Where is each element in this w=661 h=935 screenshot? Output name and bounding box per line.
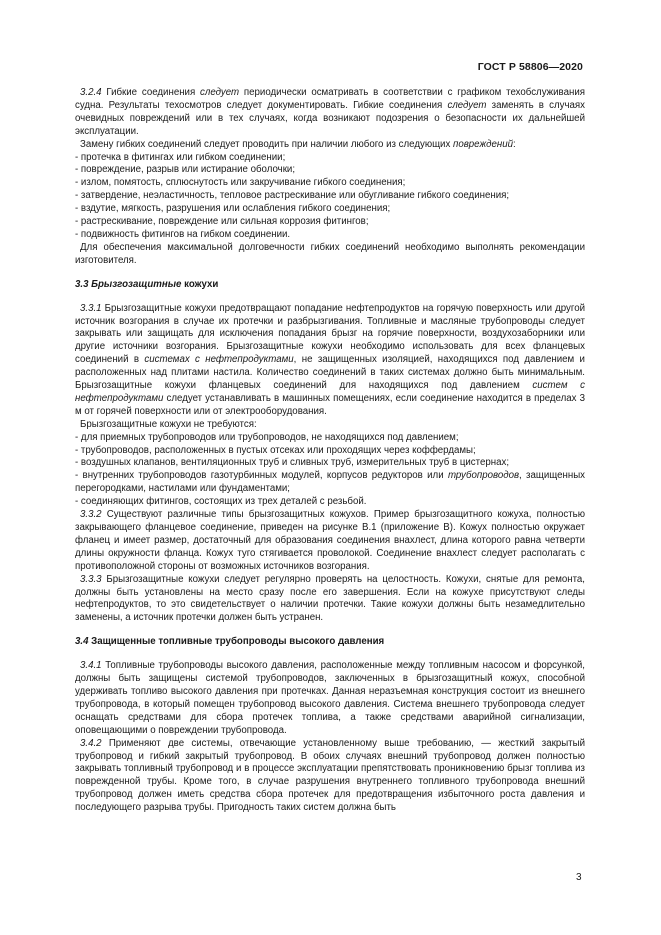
section-heading-3-3: 3.3 Брызгозащитные кожухи (75, 278, 219, 290)
paragraph-not-required: Брызгозащитные кожухи не требуются: (80, 418, 257, 430)
list-item: - трубопроводов, расположенных в пустых отсеках или проходящих через коффердамы; (75, 444, 476, 456)
list-item: - повреждение, разрыв или истирание оболочки; (75, 164, 296, 176)
page-body (75, 87, 585, 815)
list-item: - излом, помятость, сплюснутость или закручивание гибкого соединения; (75, 177, 406, 189)
list-item: - воздушных клапанов, вентиляционных труб и сливных труб, измерительных труб в цистернах; (75, 457, 510, 469)
paragraph-3-4-2: 3.4.2 Применяют две системы, отвечающие установленному выше требованию, — жесткий закрытый трубопровод и гибкий закрытый трубопровод. В обоих случаях внешний трубопровод должен полностью закрывать топливный трубопровод и в процессе эксплуатации препятствовать проникновению брызг топлива из поврежденной трубы. Кроме того, в случае разрушения внутреннего топливного трубопровода внешний трубопровод должен иметь средства сбора протечек для предотвращения избыточного роста давления и последующего разрыва трубы. Пригодность таких систем должна быть (75, 737, 585, 814)
paragraph-3-3-2: 3.3.2 Существуют различные типы брызгозащитных кожухов. Пример брызгозащитного кожуха, полностью закрывающего фланцевое соединение, приведен на рисунке В.1 (приложение В). Кожух полностью окружает фланец и имеет размер, достаточный для образования соединения внахлест, длина которого равна четверти длины окружности фланца. Кожух туго стягивается проволокой. Соединение внахлест следует располагать с противоположной стороны от возможных источников возгорания. (75, 509, 585, 572)
list-item: - затвердение, неэластичность, тепловое растрескивание или обугливание гибкого соединения; (75, 190, 510, 202)
clause-number: 3.3.1 (80, 302, 102, 314)
clause-number: 3.3.2 (80, 509, 102, 521)
clause-number: 3.3.3 (80, 573, 102, 585)
paragraph-3-2-4: 3.2.4 Гибкие соединения следует периодически осматривать в соответствии с графиком техобслуживания судна. Результаты техосмотров следует документировать. Гибкие соединения следует заменять в случаях очевидных повреждений или в тех случаях, когда возникают подозрения о безопасности их дальнейшей эксплуатации. (75, 87, 585, 137)
clause-number: 3.2.4 (80, 87, 102, 98)
list-item: - соединяющих фитингов, состоящих из трех деталей с резьбой. (75, 496, 367, 508)
list-item: - для приемных трубопроводов или трубопроводов, не находящихся под давлением; (75, 431, 459, 443)
paragraph-replacement: Замену гибких соединений следует проводить при наличии любого из следующих повреждений: (80, 138, 516, 150)
list-item: - вздутие, мягкость, разрушения или ослабления гибкого соединения; (75, 203, 391, 215)
paragraph-durability: Для обеспечения максимальной долговечности гибких соединений необходимо выполнять рекомендации изготовителя. (75, 241, 585, 266)
section-heading-3-4: 3.4 Защищенные топливные трубопроводы высокого давления (75, 636, 385, 648)
document-code: ГОСТ Р 58806—2020 (477, 61, 583, 73)
clause-number: 3.4.1 (80, 660, 102, 672)
list-item: - подвижность фитингов на гибком соединении. (75, 228, 291, 240)
list-item: - протечка в фитингах или гибком соединении; (75, 151, 286, 163)
paragraph-3-3-1: 3.3.1 Брызгозащитные кожухи предотвращают попадание нефтепродуктов на горячую поверхность или другой источник возгорания в случае их протечки и разбрызгивания. Топливные и масляные трубопроводы следует закрывать или защищать для исключения попадания брызг на горячие поверхности, воздухозаборники или другие источники возгорания. Брызгозащитные кожухи необходимо использовать для всех фланцевых соединений в системах с нефтепродуктами, не защищенных изоляцией, находящихся под давлением и расположенных над плитами настила. Количество соединений в таких системах должно быть минимальным. Брызгозащитные кожухи фланцевых соединений для находящихся под давлением систем с нефтепродуктами следует устанавливать в машинных помещениях, если соединение находится в пределах 3 м от горячей поверхности или от электрооборудования. (75, 302, 585, 417)
list-item: - растрескивание, повреждение или сильная коррозия фитингов; (75, 216, 369, 228)
paragraph-3-3-3: 3.3.3 Брызгозащитные кожухи следует регулярно проверять на целостность. Кожухи, снятые для ремонта, должны быть установлены на место сразу после его завершения. Если на кожухе присутствуют следы нефтепродуктов, то это свидетельствует о наличии протечки. Такие кожухи должны быть незамедлительно заменены, а источник протечки должен быть устранен. (75, 573, 585, 624)
clause-number: 3.4.2 (80, 737, 102, 749)
paragraph-3-4-1: 3.4.1 Топливные трубопроводы высокого давления, расположенные между топливным насосом и форсункой, должны быть защищены системой трубопроводов, заключенных в брызгозащитный кожух, способной удерживать топливо высокого давления при протечках. Данная неразъемная конструкция состоит из внешнего трубопровода, в который помещен трубопровод высокого давления. Система внешнего трубопровода следует оснащать средствами для сбора протечек топлива, а также средствами аварийной сигнализации, оповещающими о повреждении трубопровода. (75, 660, 585, 736)
page-number: 3 (576, 872, 582, 883)
list-item: - внутренних трубопроводов газотурбинных модулей, корпусов редукторов или трубопроводов, защищенных перегородками, настилами или фундаментами; (75, 470, 585, 495)
